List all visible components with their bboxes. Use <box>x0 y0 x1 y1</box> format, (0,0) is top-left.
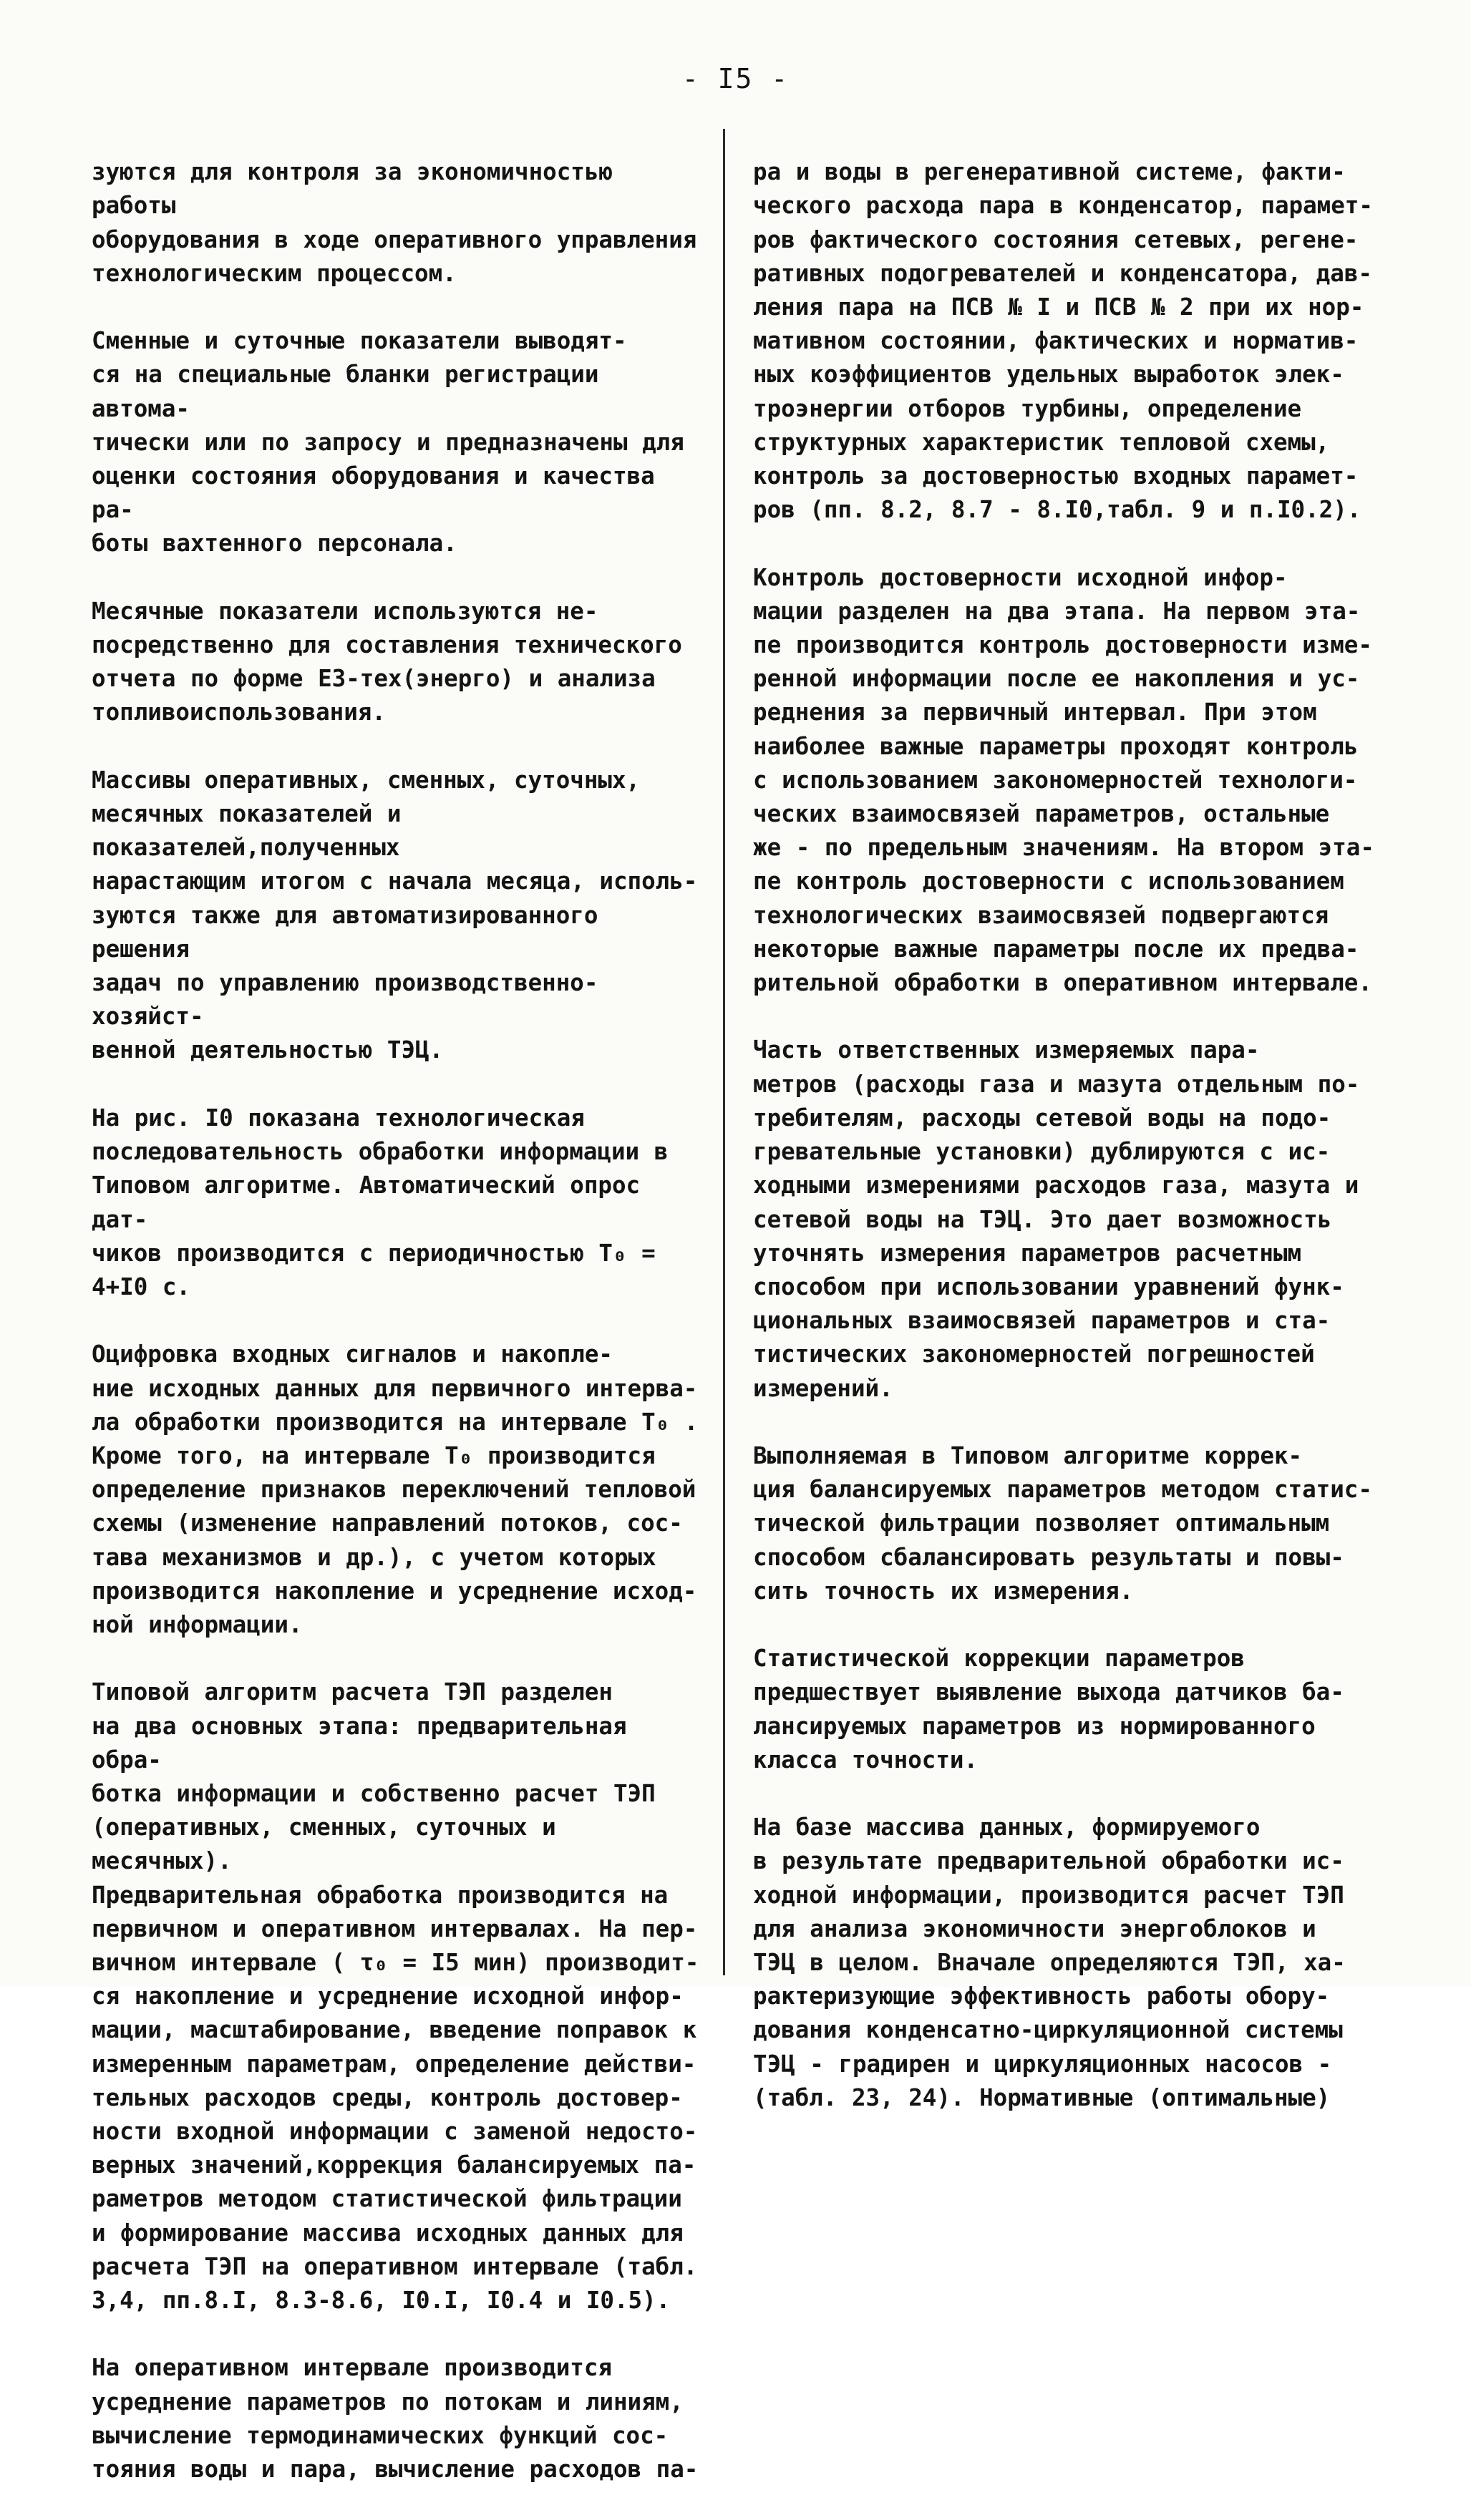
paragraph: Часть ответственных измеряемых пара- метров (расходы газа и мазута отдельным по- требителям, расходы сетевой воды на подо- гревательные установки) дублируются с ис- ходными измерениями расходов газа, мазута и сетевой воды на ТЭЦ. Это дает возможность уточнять измерения параметров расчетным способом при использовании уравнений функ- циональных взаимосвязей параметров и ста- тистических закономерностей погрешностей измерений. <box>753 1036 1360 1402</box>
paragraph: Оцифровка входных сигналов и накопле- ние исходных данных для первичного интерва- ла обработки производится на интервале Т₀ . Кроме того, на интервале Т₀ производится определение признаков переключений тепловой схемы (изменение направлений потоков, сос- тава механизмов и др.), с учетом которых производится накопление и усреднение исход- ной информации. <box>92 1341 699 1638</box>
page-number: - I5 - <box>681 63 790 94</box>
column-divider <box>723 129 725 1975</box>
left-column <box>92 122 701 2520</box>
paragraph: Массивы оперативных, сменных, суточных, месячных показателей и показателей,полученных нарастающим итогом с начала месяца, исполь- зуются также для автоматизированного решения задач по управлению производственно-хозяйст- венной деятельностью ТЭЦ. <box>92 766 698 1064</box>
paragraph: На базе массива данных, формируемого в результате предварительной обработки ис- ходной информации, производится расчет ТЭП для анализа экономичности энергоблоков и ТЭЦ в целом. Вначале определяются ТЭП, ха- рактеризующие эффективность работы обору- дования конденсатно-циркуляционной системы ТЭЦ - градирен и циркуляционных насосов - (табл. 23, 24). Нормативные (оптимальные) <box>753 1814 1346 2111</box>
paragraph: Сменные и суточные показатели выводят- ся на специальные бланки регистрации автома- тически или по запросу и предназначены для оценки состояния оборудования и качества ра- боты вахтенного персонала. <box>92 327 684 558</box>
paragraph: Месячные показатели используются не- посредственно для составления технического отчета по форме ЕЗ-тех(энерго) и анализа топливоиспользования. <box>92 597 682 726</box>
paragraph: Статистической коррекции параметров предшествует выявление выхода датчиков ба- лансируемых параметров из нормированного класса точности. <box>753 1645 1344 1774</box>
paragraph: Типовой алгоритм расчета ТЭП разделен на два основных этапа: предварительная обра- ботка информации и собственно расчет ТЭП (оперативных, сменных, суточных и месячных). Предварительная обработка производится на первичном и оперативном интервалах. На пер- вичном интервале ( τ₀ = I5 мин) производит- ся накопление и усреднение исходной инфор- мации, масштабирование, введение поправок к измеренным параметрам, определение действи- тельных расходов среды, контроль достовер- ности входной информации с заменой недосто- верных значений,коррекция балансируемых па- раметров методом статистической фильтрации и формирование массива исходных данных для расчета ТЭП на оперативном интервале (табл. 3,4, пп.8.I, 8.3-8.6, I0.I, I0.4 и I0.5). <box>92 1678 699 2314</box>
paragraph: На оперативном интервале производится усреднение параметров по потокам и линиям, вычисление термодинамических функций сос- тояния воды и пара, вычисление расходов па- <box>92 2354 699 2483</box>
paragraph: Выполняемая в Типовом алгоритме коррек- ция балансируемых параметров методом статис- тической фильтрации позволяет оптимальным способом сбалансировать результаты и повы- сить точность их измерения. <box>753 1441 1372 1605</box>
paragraph: ра и воды в регенеративной системе, факти- ческого расхода пара в конденсатор, парамет- ров фактического состояния сетевых, регене- ративных подогревателей и конденсатора, дав- ления пара на ПСВ № I и ПСВ № 2 при их нор- мативном состоянии, фактических и норматив- ных коэффициентов удельных выработок элек- троэнергии отборов турбины, определение структурных характеристик тепловой схемы, контроль за достоверностью входных парамет- ров (пп. 8.2, 8.7 - 8.I0,табл. 9 и п.I0.2). <box>753 158 1373 524</box>
paragraph: зуются для контроля за экономичностью работы оборудования в ходе оперативного управления технологическим процессом. <box>92 158 697 287</box>
right-column <box>753 122 1383 2149</box>
paragraph: Контроль достоверности исходной инфор- мации разделен на два этапа. На первом эта- пе производится контроль достоверности изме- ренной информации после ее накопления и ус- реднения за первичный интервал. При этом наиболее важные параметры проходят контроль с использованием закономерностей технологи- ческих взаимосвязей параметров, остальные же - по предельным значениям. На втором эта- пе контроль достоверности с использованием технологических взаимосвязей подвергаются некоторые важные параметры после их предва- рительной обработки в оперативном интервале. <box>753 563 1374 997</box>
paragraph: На рис. I0 показана технологическая последовательность обработки информации в Типовом алгоритме. Автоматический опрос дат- чиков производится с периодичностью Т₀ = 4+I0 с. <box>92 1104 669 1300</box>
